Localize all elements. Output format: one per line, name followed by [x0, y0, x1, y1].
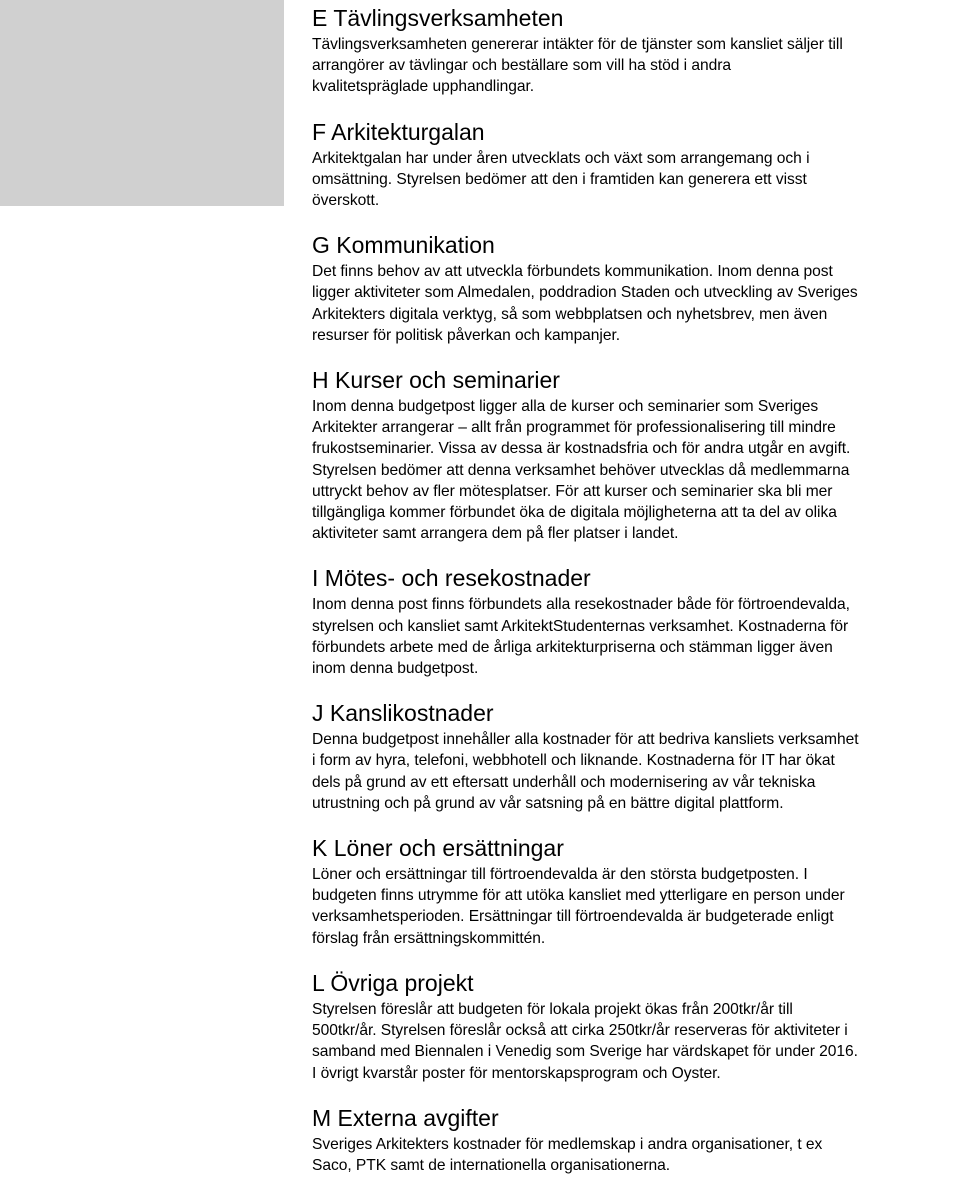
section-body	[312, 729, 958, 814]
body-line: dels på grund av ett eftersatt underhåll och modernisering av vår tekniska	[312, 773, 816, 791]
body-line: I övrigt kvarstår poster för mentorskapsprogram och Oyster.	[312, 1064, 721, 1082]
section-heading: M Externa avgifter	[312, 1104, 499, 1131]
section-e-tavlingsverksamheten	[312, 4, 958, 98]
section-heading: L Övriga projekt	[312, 969, 474, 996]
section-heading: I Mötes- och resekostnader	[312, 565, 591, 592]
body-line: Styrelsen föreslår att budgeten för lokala projekt ökas från 200tkr/år till	[312, 1000, 793, 1018]
body-line: inom denna budgetpost.	[312, 660, 479, 678]
section-body	[312, 864, 958, 949]
body-line: kvalitetspräglade upphandlingar.	[312, 78, 535, 96]
section-body	[312, 34, 958, 98]
section-j-kanslikostnader	[312, 699, 958, 814]
body-line: resurser för politisk påverkan och kampanjer.	[312, 326, 621, 344]
section-body	[312, 594, 958, 679]
section-body	[312, 1134, 958, 1176]
section-heading: G Kommunikation	[312, 232, 495, 259]
section-h-kurser-och-seminarier	[312, 366, 958, 544]
body-line: omsättning. Styrelsen bedömer att den i framtiden kan generera ett visst	[312, 170, 807, 188]
body-line: Inom denna budgetpost ligger alla de kurser och seminarier som Sveriges	[312, 398, 819, 416]
body-line: utrustning och på grund av vår satsning på en bättre digital plattform.	[312, 794, 784, 812]
body-line: samband med Biennalen i Venedig som Sverige har värdskapet för under 2016.	[312, 1043, 858, 1061]
body-line: Styrelsen bedömer att denna verksamhet behöver utvecklas då medlemmarna	[312, 461, 850, 479]
section-heading: F Arkitekturgalan	[312, 118, 485, 145]
section-i-motes-och-resekostnader	[312, 564, 958, 679]
body-line: Denna budgetpost innehåller alla kostnader för att bedriva kansliets verksamhet	[312, 731, 859, 749]
section-m-externa-avgifter	[312, 1104, 958, 1176]
body-line: uttryckt behov av fler mötesplatser. För att kurser och seminarier ska bli mer	[312, 482, 833, 500]
section-body	[312, 148, 958, 212]
section-l-ovriga-projekt	[312, 969, 958, 1084]
body-line: styrelsen och kansliet samt ArkitektStudenternas verksamhet. Kostnaderna för	[312, 617, 849, 635]
body-line: verksamhetsperioden. Ersättningar till förtroendevalda är budgeterade enligt	[312, 908, 834, 926]
section-heading: K Löner och ersättningar	[312, 835, 564, 862]
body-line: Inom denna post finns förbundets alla resekostnader både för förtroendevalda,	[312, 596, 850, 614]
body-line: Arkitekter arrangerar – allt från programmet för professionalisering till mindre	[312, 419, 836, 437]
section-heading: E Tävlingsverksamheten	[312, 5, 564, 31]
section-heading: J Kanslikostnader	[312, 700, 494, 727]
section-body	[312, 999, 958, 1084]
body-line: arrangörer av tävlingar och beställare som vill ha stöd i andra	[312, 57, 731, 75]
section-f-arkitekturgalan	[312, 118, 958, 212]
body-line: aktiviteter samt arrangera dem på fler platser i landet.	[312, 525, 679, 543]
body-line: Saco, PTK samt de internationella organisationerna.	[312, 1156, 671, 1174]
section-heading: H Kurser och seminarier	[312, 367, 560, 394]
body-line: Arkitektgalan har under åren utvecklats och växt som arrangemang och i	[312, 149, 810, 167]
body-line: överskott.	[312, 192, 380, 210]
body-line: tillgängliga kommer förbundet öka de digitala möjligheterna att ta del av olika	[312, 504, 837, 522]
body-line: förslag från ersättningskommittén.	[312, 929, 546, 947]
body-line: Tävlingsverksamheten genererar intäkter för de tjänster som kansliet säljer till	[312, 36, 843, 53]
body-line: i form av hyra, telefoni, webbhotell och liknande. Kostnaderna för IT har ökat	[312, 752, 835, 770]
body-line: 500tkr/år. Styrelsen föreslår också att cirka 250tkr/år reserveras för aktiviteter i	[312, 1022, 848, 1040]
body-line: Sveriges Arkitekters kostnader för medlemskap i andra organisationer, t ex	[312, 1135, 823, 1153]
section-g-kommunikation	[312, 231, 958, 346]
body-line: Det finns behov av att utveckla förbundets kommunikation. Inom denna post	[312, 263, 833, 281]
body-line: Löner och ersättningar till förtroendevalda är den största budgetposten. I	[312, 866, 808, 884]
document-content	[312, 4, 958, 1196]
body-line: förbundets arbete med de årliga arkitekturpriserna och stämman ligger även	[312, 638, 833, 656]
section-body	[312, 396, 958, 544]
section-body	[312, 261, 958, 346]
body-line: frukostseminarier. Vissa av dessa är kostnadsfria och för andra utgår en avgift.	[312, 440, 851, 458]
body-line: budgeten finns utrymme för att utöka kansliet med ytterligare en person under	[312, 887, 845, 905]
section-k-loner-och-ersattningar	[312, 834, 958, 949]
grey-margin-block	[0, 0, 284, 206]
body-line: Arkitekters digitala verktyg, så som webbplatsen och nyhetsbrev, men även	[312, 305, 828, 323]
body-line: ligger aktiviteter som Almedalen, poddradion Staden och utveckling av Sveriges	[312, 284, 858, 302]
